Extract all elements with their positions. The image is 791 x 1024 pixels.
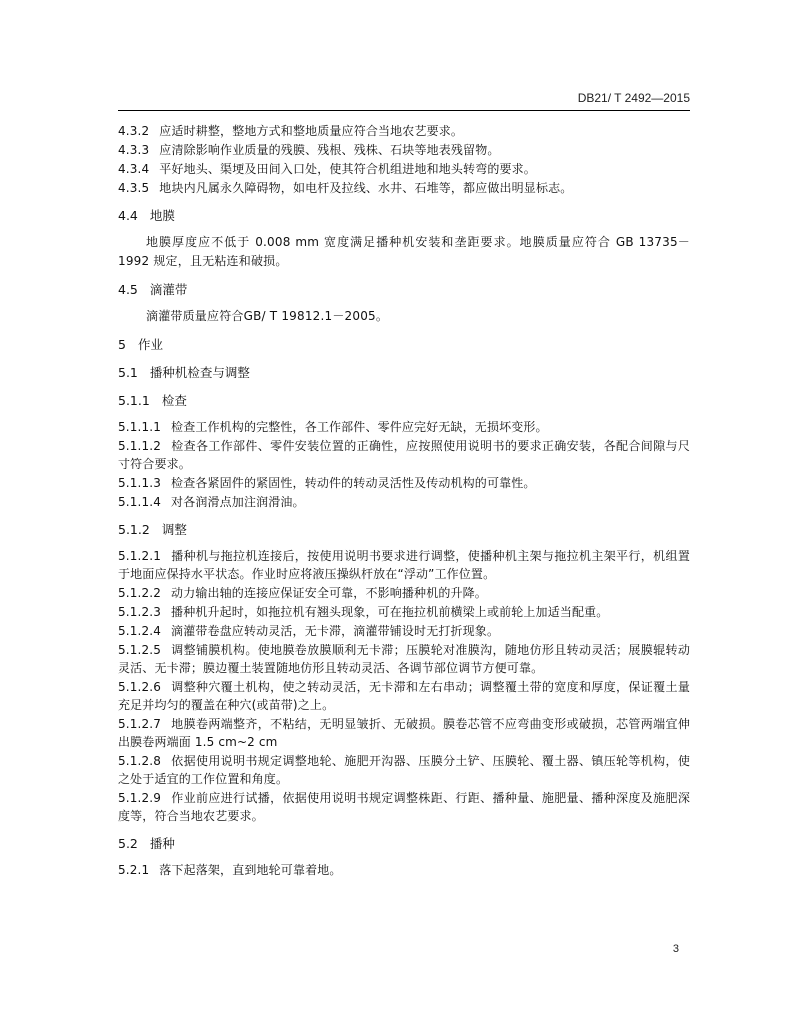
clause-number: 4.3.4 (118, 162, 150, 176)
clause-number: 5.1.2.1 (118, 549, 162, 563)
clause-item (118, 678, 690, 714)
clause-text: 调整 (161, 522, 187, 537)
clause-number: 5.2 (118, 836, 138, 851)
clause-text: 检查 (161, 393, 187, 408)
clause-text: 应清除影响作业质量的残膜、残根、残株、石块等地表残留物。 (159, 143, 500, 157)
clause-number: 4.3.2 (118, 124, 150, 138)
clause-text: 对各润滑点加注润滑油。 (171, 495, 305, 509)
clause-number: 5.1.1.1 (118, 420, 162, 434)
clause-item (118, 122, 690, 140)
clause-text: 播种 (149, 836, 175, 851)
clause-number: 5.1.1.2 (118, 439, 162, 453)
clause-text: 平好地头、渠埂及田间入口处，使其符合机组进地和地头转弯的要求。 (159, 162, 536, 176)
paragraph: 滴灌带质量应符合GB/ T 19812.1－2005。 (146, 309, 389, 323)
clause-item (118, 641, 690, 677)
clause-number: 5.1.2.3 (118, 605, 162, 619)
clause-text: 检查各紧固件的紧固性，转动件的转动灵活性及传动机构的可靠性。 (171, 476, 536, 490)
clause-number: 5.1.2.4 (118, 624, 162, 638)
clause-item (118, 622, 690, 640)
clause-text: 动力输出轴的连接应保证安全可靠，不影响播种机的升降。 (171, 586, 487, 600)
clause-item (118, 584, 690, 602)
document-body (118, 122, 690, 880)
clause-item (118, 861, 690, 879)
clause-text: 检查各工作部件、零件安装位置的正确性，应按照使用说明书的要求正确安装，各配合间隙与尺寸符合要求。 (118, 439, 690, 471)
clause-number: 4.3.3 (118, 143, 150, 157)
header-rule (118, 110, 690, 111)
clause-number: 5.1.2.6 (118, 680, 162, 694)
clause-number: 5 (118, 337, 126, 352)
section-heading (118, 521, 690, 539)
clause-number: 5.1.2.2 (118, 586, 162, 600)
paragraph: 地膜厚度应不低于 0.008 mm 宽度满足播种机安装和垄距要求。地膜质量应符合 GB 13735－1992 规定，且无粘连和破损。 (118, 235, 690, 268)
clause-item (118, 493, 690, 511)
clause-text: 作业 (137, 337, 163, 352)
clause-number: 5.1.2 (118, 522, 150, 537)
clause-item (118, 547, 690, 583)
section-heading (118, 207, 690, 225)
section-heading (118, 336, 690, 354)
clause-text: 应适时耕整，整地方式和整地质量应符合当地农艺要求。 (159, 124, 464, 138)
section-heading (118, 392, 690, 410)
clause-text: 地膜卷两端整齐，不粘结，无明显皱折、无破损。膜卷芯管不应弯曲变形或破损，芯管两端宜伸出膜卷两端面 1.5 cm~2 cm (118, 717, 690, 749)
section-heading (118, 281, 690, 299)
clause-text: 调整种穴覆土机构，使之转动灵活，无卡滞和左右串动；调整覆土带的宽度和厚度，保证覆土量充足并均匀的覆盖在种穴(或苗带)之上。 (118, 680, 690, 712)
clause-number: 5.2.1 (118, 863, 150, 877)
clause-text: 检查工作机构的完整性，各工作部件、零件应完好无缺，无损坏变形。 (171, 420, 548, 434)
clause-number: 5.1.1 (118, 393, 150, 408)
clause-number: 5.1.2.7 (118, 717, 162, 731)
clause-number: 5.1.2.8 (118, 754, 162, 768)
clause-item (118, 603, 690, 621)
clause-number: 5.1.1.4 (118, 495, 162, 509)
clause-text: 地膜 (149, 208, 175, 223)
clause-text: 滴灌带 (149, 282, 188, 297)
clause-item (118, 179, 690, 197)
clause-number: 5.1 (118, 365, 138, 380)
clause-item (118, 752, 690, 788)
clause-item (118, 715, 690, 751)
clause-text: 地块内凡属永久障碍物，如电杆及拉线、水井、石堆等，都应做出明显标志。 (159, 181, 573, 195)
clause-item (118, 141, 690, 159)
clause-number: 4.5 (118, 282, 138, 297)
clause-text: 滴灌带卷盘应转动灵活，无卡滞，滴灌带铺设时无打折现象。 (171, 624, 500, 638)
clause-text: 落下起落架，直到地轮可靠着地。 (159, 863, 342, 877)
clause-item (118, 437, 690, 473)
clause-text: 播种机检查与调整 (149, 365, 250, 380)
clause-item (118, 418, 690, 436)
clause-number: 4.4 (118, 208, 138, 223)
clause-item (118, 160, 690, 178)
clause-number: 5.1.1.3 (118, 476, 162, 490)
section-heading (118, 835, 690, 853)
clause-text: 播种机与拖拉机连接后，按使用说明书要求进行调整，使播种机主架与拖拉机主架平行，机组置于地面应保持水平状态。作业时应将液压操纵杆放在“浮动”工作位置。 (118, 549, 690, 581)
clause-item (118, 474, 690, 492)
page-number: 3 (672, 943, 679, 955)
clause-number: 5.1.2.5 (118, 643, 162, 657)
clause-number: 5.1.2.9 (118, 791, 162, 805)
standard-code: DB21/ T 2492—2015 (577, 91, 690, 105)
clause-text: 作业前应进行试播，依据使用说明书规定调整株距、行距、播种量、施肥量、播种深度及施肥深度等，符合当地农艺要求。 (118, 791, 690, 823)
clause-text: 依据使用说明书规定调整地轮、施肥开沟器、压膜分土铲、压膜轮、覆土器、镇压轮等机构，使之处于适宜的工作位置和角度。 (118, 754, 690, 786)
clause-text: 播种机升起时，如拖拉机有翘头现象，可在拖拉机前横梁上或前轮上加适当配重。 (171, 605, 609, 619)
clause-text: 调整铺膜机构。使地膜卷放膜顺利无卡滞；压膜轮对准膜沟，随地仿形且转动灵活；展膜辊转动灵活、无卡滞；膜边覆土装置随地仿形且转动灵活、各调节部位调节方便可靠。 (118, 643, 690, 675)
section-heading (118, 364, 690, 382)
clause-item (118, 789, 690, 825)
clause-number: 4.3.5 (118, 181, 150, 195)
